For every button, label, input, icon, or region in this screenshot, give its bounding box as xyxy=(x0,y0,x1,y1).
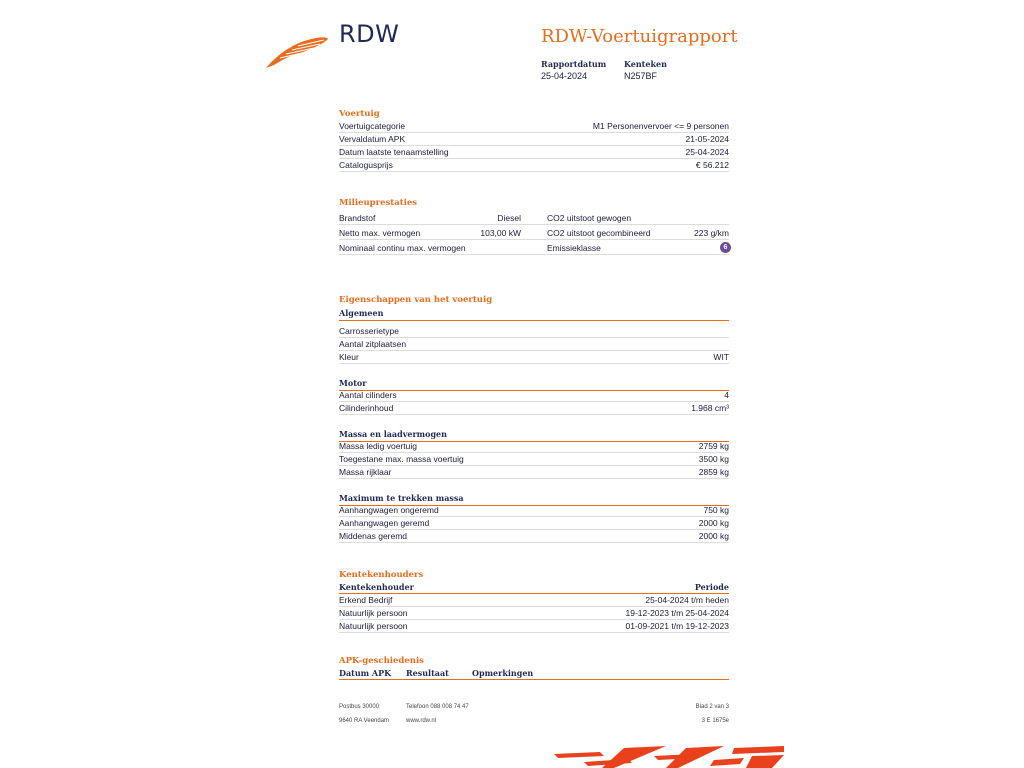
table-row xyxy=(339,226,729,240)
footer-website: www.rdw.nl xyxy=(406,718,437,724)
row-label: Datum laatste tenaamstelling xyxy=(339,147,449,157)
row-value: 19-12-2023 t/m 25-04-2024 xyxy=(625,608,729,618)
row-label: Aantal cilinders xyxy=(339,390,397,400)
table-row xyxy=(339,146,729,159)
row-value: 21-05-2024 xyxy=(685,134,729,144)
apk-header xyxy=(339,668,729,680)
row-value: 2000 kg xyxy=(698,518,729,528)
subsection-trekken: Maximum te trekken massa xyxy=(339,493,729,506)
row-label: Aanhangwagen geremd xyxy=(339,518,430,528)
kenteken-value: N257BF xyxy=(624,71,658,81)
section-title-kentekenhouders: Kentekenhouders xyxy=(339,570,424,580)
table-row xyxy=(339,133,729,146)
table-row xyxy=(339,241,729,255)
row-label: Aantal zitplaatsen xyxy=(339,339,407,349)
row-label: Erkend Bedrijf xyxy=(339,595,393,605)
column-header: Datum APK xyxy=(339,668,392,678)
row-label: Voertuigcategorie xyxy=(339,121,406,131)
row-value: 103,00 kW xyxy=(480,228,521,238)
table-row xyxy=(339,389,729,402)
kenteken-label: Kenteken xyxy=(624,59,667,69)
emissieklasse-badge: 6 xyxy=(720,242,731,253)
table-row xyxy=(339,325,729,338)
row-value: 2000 kg xyxy=(698,531,729,541)
table-row xyxy=(339,338,729,351)
table-row xyxy=(339,466,729,479)
row-value: Diesel xyxy=(497,213,521,223)
row-label: Middenas geremd xyxy=(339,531,408,541)
table-row xyxy=(339,594,729,607)
table-row xyxy=(339,517,729,530)
footer-postbus: Postbus 30000 xyxy=(339,704,380,710)
section-title-apk: APK-geschiedenis xyxy=(339,656,424,666)
row-value: WIT xyxy=(713,352,729,362)
rdw-wing-logo xyxy=(264,34,330,70)
row-value: 25-04-2024 xyxy=(685,147,729,157)
row-value: 01-09-2021 t/m 19-12-2023 xyxy=(625,621,729,631)
row-label: CO2 uitstoot gecombineerd xyxy=(547,228,651,238)
row-label: Nominaal continu max. vermogen xyxy=(339,243,466,253)
table-row xyxy=(339,607,729,620)
report-title: RDW-Voertuigrapport xyxy=(541,26,738,47)
row-value: 4 xyxy=(724,390,729,400)
row-label: Massa ledig voertuig xyxy=(339,441,417,451)
column-header: Resultaat xyxy=(406,668,449,678)
logo-text: RDW xyxy=(339,20,400,48)
column-header: Opmerkingen xyxy=(472,668,534,678)
row-value: € 56.212 xyxy=(695,160,729,170)
row-value: 750 kg xyxy=(703,505,729,515)
kentekenhouders-header xyxy=(339,582,729,594)
row-label: CO2 uitstoot gewogen xyxy=(547,213,632,223)
column-header: Kentekenhouder xyxy=(339,582,414,592)
rapportdatum-value: 25-04-2024 xyxy=(541,71,588,81)
row-value: 2759 kg xyxy=(698,441,729,451)
row-value: 1.968 cm³ xyxy=(691,403,729,413)
row-label: Aanhangwagen ongeremd xyxy=(339,505,439,515)
row-label: Cilinderinhoud xyxy=(339,403,394,413)
table-row xyxy=(339,453,729,466)
table-row xyxy=(339,351,729,364)
section-title-milieu: Milieuprestaties xyxy=(339,198,418,208)
row-value: 2859 kg xyxy=(698,467,729,477)
table-row xyxy=(339,159,729,172)
row-value: 25-04-2024 t/m heden xyxy=(645,595,729,605)
row-label: Brandstof xyxy=(339,213,376,223)
decorative-stripes-graphic xyxy=(554,746,784,768)
table-row xyxy=(339,120,729,133)
row-label: Carrosserietype xyxy=(339,326,399,336)
row-label: Netto max. vermogen xyxy=(339,228,421,238)
table-row xyxy=(339,211,729,225)
footer-telefoon: Telefoon 088 008 74 47 xyxy=(406,704,469,710)
row-value: M1 Personenvervoer <= 9 personen xyxy=(592,121,729,131)
section-title-eigenschappen: Eigenschappen van het voertuig xyxy=(339,295,493,305)
table-row xyxy=(339,620,729,633)
row-value: 3500 kg xyxy=(698,454,729,464)
table-row xyxy=(339,440,729,453)
row-label: Catalogusprijs xyxy=(339,160,393,170)
rapportdatum-label: Rapportdatum xyxy=(541,59,607,69)
row-label: Vervaldatum APK xyxy=(339,134,406,144)
table-row xyxy=(339,402,729,415)
row-value: 223 g/km xyxy=(694,228,729,238)
footer-plaats: 9640 RA Veendam xyxy=(339,718,390,724)
row-label: Natuurlijk persoon xyxy=(339,621,408,631)
row-label: Toegestane max. massa voertuig xyxy=(339,454,464,464)
subsection-massa: Massa en laadvermogen xyxy=(339,429,729,442)
subsection-motor: Motor xyxy=(339,378,729,391)
footer-page-number: Blad 2 van 3 xyxy=(695,704,729,710)
table-row xyxy=(339,504,729,517)
subsection-algemeen: Algemeen xyxy=(339,308,729,321)
row-label: Natuurlijk persoon xyxy=(339,608,408,618)
row-label: Massa rijklaar xyxy=(339,467,392,477)
footer-code: 3 E 1675e xyxy=(701,718,729,724)
section-title-voertuig: Voertuig xyxy=(339,109,380,119)
column-header: Periode xyxy=(694,582,729,592)
row-label: Kleur xyxy=(339,352,359,362)
table-row xyxy=(339,530,729,543)
row-label: Emissieklasse xyxy=(547,243,601,253)
